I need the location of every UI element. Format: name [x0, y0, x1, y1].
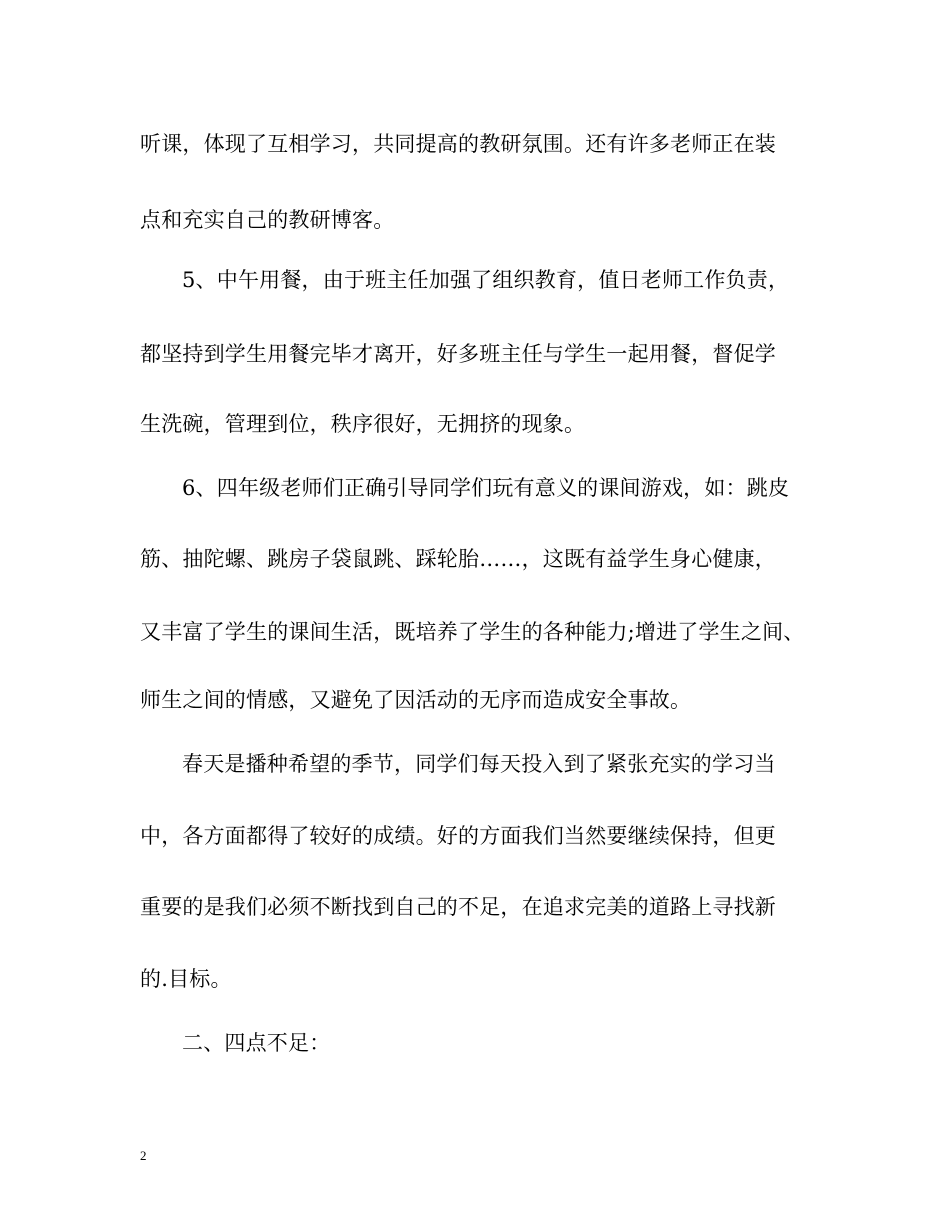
text-line: 又丰富了学生的课间生活，既培养了学生的各种能力;增进了学生之间、 [140, 620, 805, 644]
text-line: 听课，体现了互相学习，共同提高的教研氛围。还有许多老师正在装 [140, 132, 776, 156]
text-line: 点和充实自己的教研博客。 [140, 208, 395, 232]
text-line: 筋、抽陀螺、跳房子袋鼠跳、踩轮胎……，这既有益学生身心健康， [140, 547, 776, 571]
text-line: 中，各方面都得了较好的成绩。好的方面我们当然要继续保持，但更 [140, 824, 776, 848]
page-number: 2 [140, 1148, 147, 1163]
paragraph-start: 5、中午用餐，由于班主任加强了组织教育，值日老师工作负责， [182, 268, 790, 292]
section-heading: 二、四点不足： [182, 1031, 331, 1055]
paragraph-start: 6、四年级老师们正确引导同学们玩有意义的课间游戏，如：跳皮 [182, 476, 790, 500]
text-line: 师生之间的情感，又避免了因活动的无序而造成安全事故。 [140, 688, 692, 712]
text-line: 重要的是我们必须不断找到自己的不足，在追求完美的道路上寻找新 [140, 895, 776, 919]
text-line: 生洗碗，管理到位，秩序很好，无拥挤的现象。 [140, 412, 586, 436]
paragraph-start: 春天是播种希望的季节，同学们每天投入到了紧张充实的学习当 [182, 752, 776, 776]
text-line: 的.目标。 [140, 967, 232, 991]
text-line: 都坚持到学生用餐完毕才离开，好多班主任与学生一起用餐，督促学 [140, 342, 776, 366]
